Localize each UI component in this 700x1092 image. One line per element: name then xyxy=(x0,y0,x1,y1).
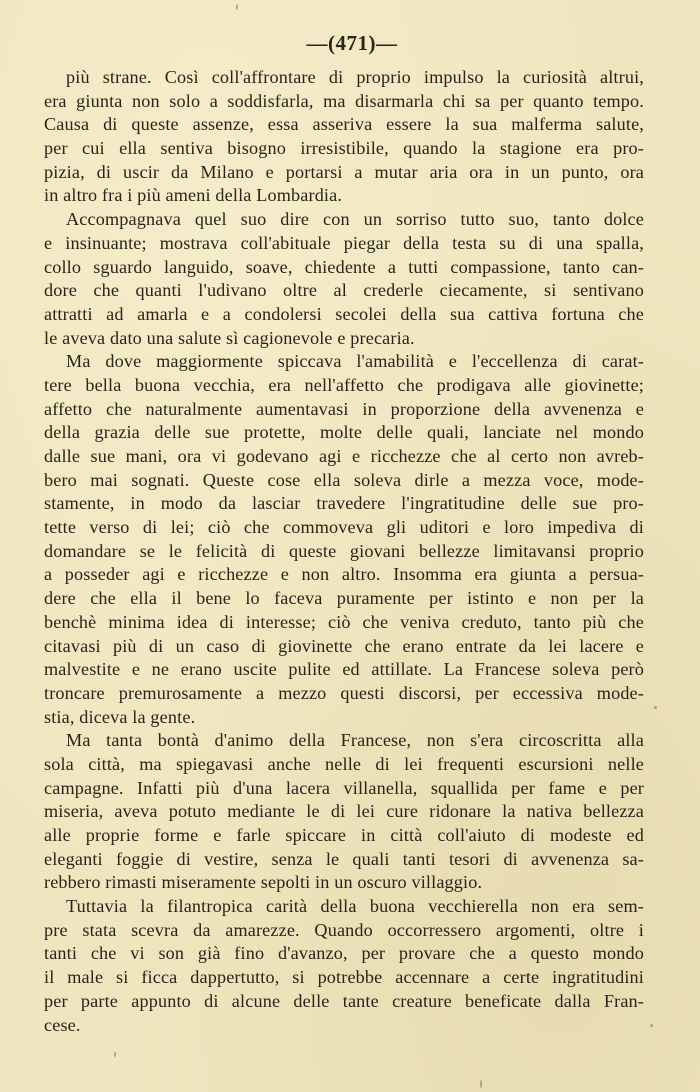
text-line: dere che ella il bene lo faceva puramente per istinto e non per la xyxy=(44,588,644,609)
text-line: dore che quanti l'udivano oltre al crederle ciecamente, si sentivano xyxy=(44,280,644,301)
paper-speck xyxy=(480,1080,482,1088)
text-line: stia, diceva la gente. xyxy=(44,706,196,727)
text-line: pizia, di uscir da Milano e portarsi a mutar aria ora in un punto, ora xyxy=(44,161,644,182)
text-line: attratti ad amarla e a condolersi secolei della sua cattiva fortuna che xyxy=(44,303,644,324)
paragraph xyxy=(44,66,644,208)
text-line: dalle sue mani, ora vi godevano agi e ricchezze che al certo non avreb- xyxy=(44,446,644,466)
text-line: tette verso di lei; ciò che commoveva gli uditori e loro impediva di xyxy=(44,517,644,538)
text-line: e insinuante; mostrava coll'abituale piegar della testa su di una spalla, xyxy=(44,232,644,253)
page-number: —( 471 )— xyxy=(60,30,644,56)
paper-speck xyxy=(650,1024,653,1027)
text-line: campagne. Infatti più d'una lacera villanella, squallida per fame e per xyxy=(44,777,644,798)
text-line: era giunta non solo a soddisfarla, ma disarmarla chi sa per quanto tempo. xyxy=(44,90,644,111)
text-line: per cui ella sentiva bisogno irresistibile, quando la stagione era pro- xyxy=(44,138,644,159)
text-line: benchè minima idea di interesse; ciò che veniva creduto, tanto più che xyxy=(44,611,644,632)
text-line: tanti che vi son già fino d'avanzo, per provare che a questo mondo xyxy=(44,943,644,964)
text-line: per parte appunto di alcune delle tante creature beneficate dalla Fran- xyxy=(44,990,644,1011)
text-line: eleganti foggie di vestire, senza le quali tanti tesori di avvenenza sa- xyxy=(44,848,644,869)
text-line: pre stata scevra da amarezze. Quando occorressero argomenti, oltre i xyxy=(44,919,644,940)
text-line: Ma tanta bontà d'animo della Francese, non s'era circoscritta alla xyxy=(66,730,644,751)
paper-speck xyxy=(114,1052,116,1057)
text-line: alle proprie forme e farle spiccare in città coll'aiuto di modeste ed xyxy=(44,825,644,845)
text-line: cese. xyxy=(44,1014,81,1035)
text-line: Accompagnava quel suo dire con un sorriso tutto suo, tanto dolce xyxy=(66,209,644,230)
paper-speck xyxy=(654,706,657,709)
text-line: a posseder agi e ricchezze e non altro. Insomma era giunta a persua- xyxy=(44,564,644,585)
text-line: più strane. Così coll'affrontare di proprio impulso la curiosità altrui, xyxy=(66,67,644,87)
text-line: collo sguardo languido, soave, chiedente a tutti compassione, tanto can- xyxy=(44,256,644,277)
body-text xyxy=(44,66,644,1037)
paragraph xyxy=(44,208,644,350)
text-line: tere bella buona vecchia, era nell'affetto che prodigava alle giovinette; xyxy=(44,374,644,395)
text-line: Causa di queste assenze, essa asseriva essere la sua malferma salute, xyxy=(44,114,644,135)
text-line: troncare premurosamente a mezzo questi discorsi, per eccessiva mode- xyxy=(44,682,644,703)
text-line: miseria, aveva potuto mediante le di lei cure ridonare la nativa bellezza xyxy=(44,801,644,822)
book-page xyxy=(44,30,644,1037)
paragraph xyxy=(44,895,644,1037)
text-line: citavasi più di un caso di giovinette che erano entrate da lei lacere e xyxy=(44,635,644,656)
text-line: il male si ficca dappertutto, si potrebbe accennare a certe ingratitudini xyxy=(44,967,644,988)
paragraph xyxy=(44,350,644,729)
text-line: sola città, ma spiegavasi anche nelle di lei frequenti escursioni nelle xyxy=(44,753,644,774)
text-line: le aveva dato una salute sì cagionevole e precaria. xyxy=(44,327,415,348)
paper-speck xyxy=(236,4,238,10)
text-line: in altro fra i più ameni della Lombardia. xyxy=(44,185,343,206)
text-line: malvestite e ne erano uscite pulite ed attillate. La Francese soleva però xyxy=(44,659,644,680)
text-line: domandare se le felicità di queste giovani bellezze limitavansi proprio xyxy=(44,540,644,561)
text-line: rebbero rimasti miseramente sepolti in un oscuro villaggio. xyxy=(44,872,483,893)
text-line: Ma dove maggiormente spiccava l'amabilità e l'eccellenza di carat- xyxy=(66,351,644,372)
paragraph xyxy=(44,729,644,895)
text-line: Tuttavia la filantropica carità della buona vecchierella non era sem- xyxy=(66,896,644,917)
text-line: della grazia delle sue protette, molte delle quali, lanciate nel mondo xyxy=(44,422,644,443)
text-line: bero mai sognati. Queste cose ella soleva dirle a mezza voce, mode- xyxy=(44,469,644,490)
text-line: stamente, in modo da lasciar travedere l'ingratitudine delle sue pro- xyxy=(44,493,644,514)
text-line: affetto che naturalmente aumentavasi in proporzione della avvenenza e xyxy=(44,398,644,419)
